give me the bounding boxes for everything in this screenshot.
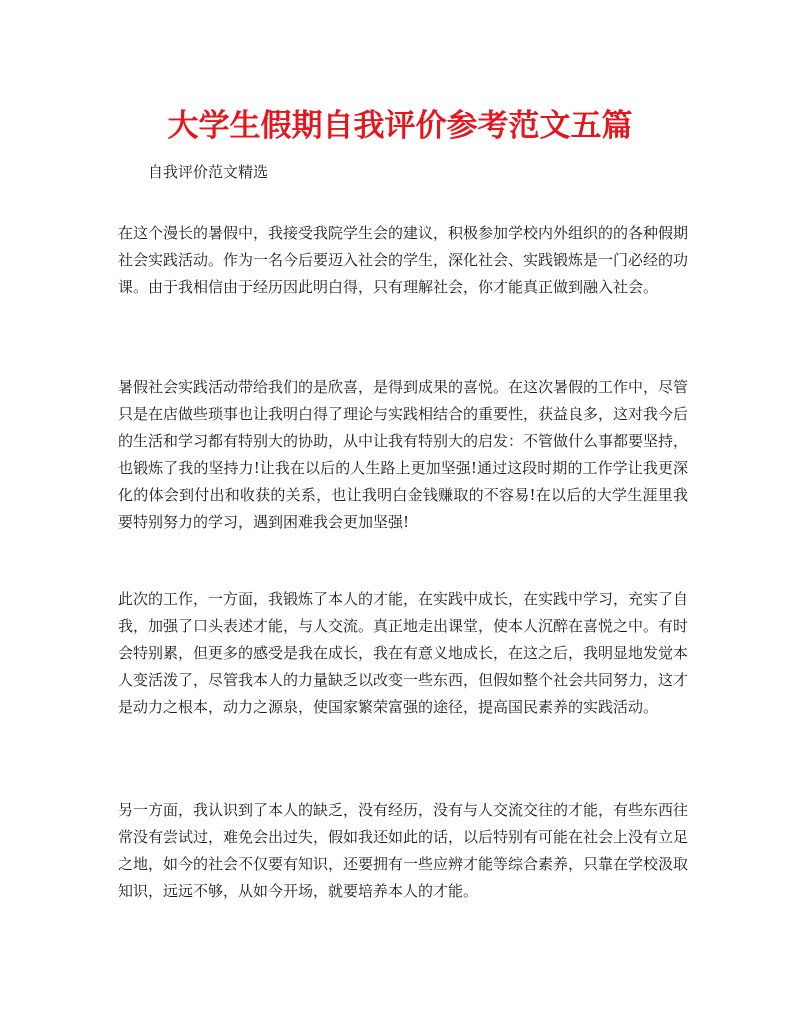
document-title: 大学生假期自我评价参考范文五篇 xyxy=(167,108,633,144)
paragraph-1: 在这个漫长的暑假中，我接受我院学生会的建议，积极参加学校内外组织的的各种假期社会实践活动。作为一名今后要迈入社会的学生，深化社会、实践锻炼是一门必经的功课。由于我相信由于经历因此明白得，只有理解社会，你才能真正做到融入社会。 xyxy=(118,224,689,296)
paragraph-4: 另一方面，我认识到了本人的缺乏，没有经历，没有与人交流交往的才能，有些东西往常没有尝试过，难免会出过失，假如我还如此的话，以后特别有可能在社会上没有立足之地，如今的社会不仅要有知识，还要拥有一些应辨才能等综合素养，只靠在学校汲取知识，远远不够，从如今开场，就要培养本人的才能。 xyxy=(118,801,689,900)
document-subtitle: 自我评价范文精选 xyxy=(148,163,269,181)
paragraph-2: 暑假社会实践活动带给我们的是欣喜，是得到成果的喜悦。在这次暑假的工作中，尽管只是在店做些琐事也让我明白得了理论与实践相结合的重要性，获益良多，这对我今后的生活和学习都有特别大的协助，从中让我有特别大的启发：不管做什么事都要坚持，也锻炼了我的坚持力!让我在以后的人生路上更加坚强!通过这段时期的工作学让我更深化的体会到付出和收获的关系，也让我明白金钱赚取的不容易!在以后的大学生涯里我要特别努力的学习，遇到困难我会更加坚强! xyxy=(118,378,689,531)
paragraph-3: 此次的工作，一方面，我锻炼了本人的才能，在实践中成长，在实践中学习，充实了自我，加强了口头表述才能，与人交流。真正地走出课堂，使本人沉醉在喜悦之中。有时会特别累，但更多的感受是我在成长，我在有意义地成长，在这之后，我明显地发觉本人变活泼了，尽管我本人的力量缺乏以改变一些东西，但假如整个社会共同努力，这才是动力之根本，动力之源泉，使国家繁荣富强的途径，提高国民素养的实践活动。 xyxy=(118,590,689,716)
